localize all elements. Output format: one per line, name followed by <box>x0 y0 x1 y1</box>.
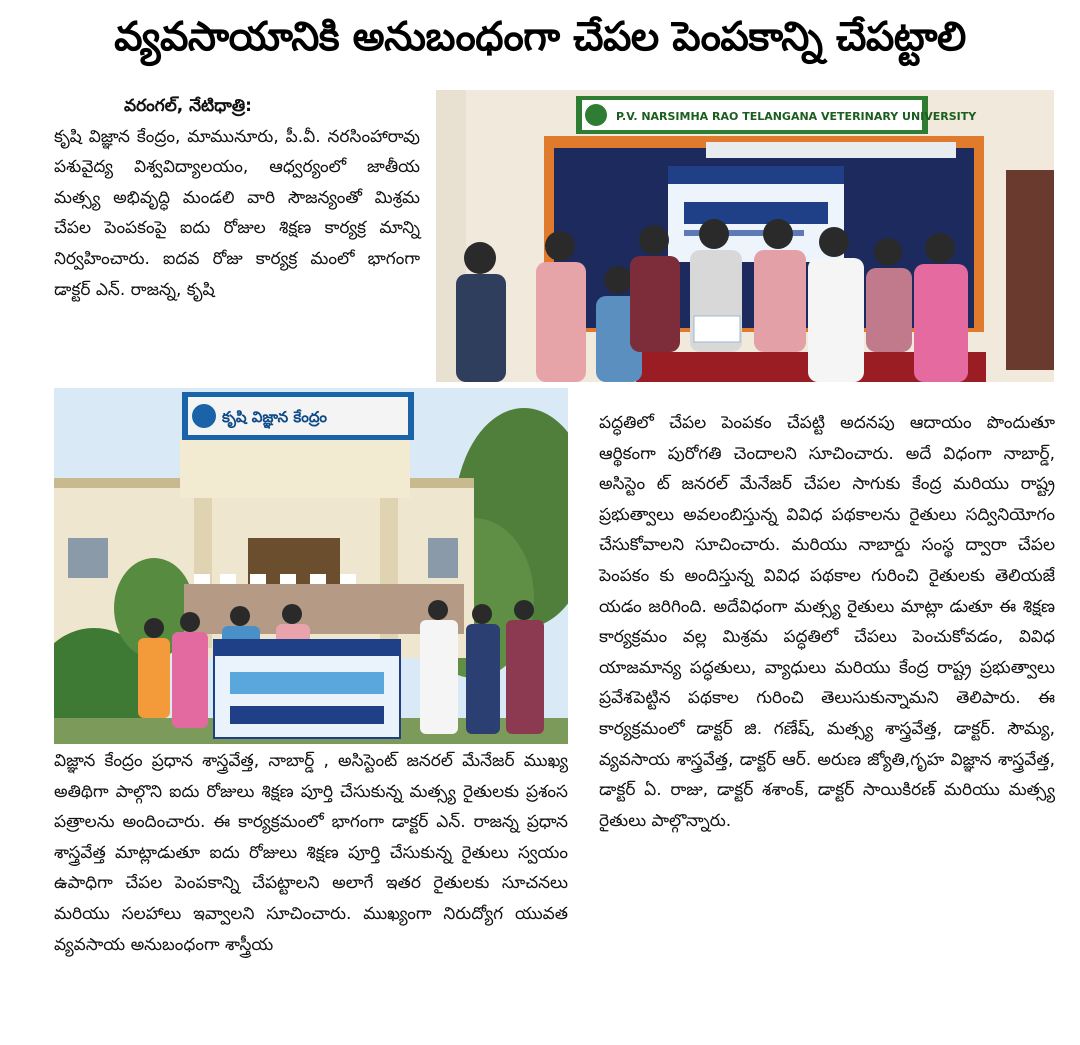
dateline: వరంగల్, నేటిధాత్రి: <box>124 96 252 116</box>
headline: వ్యవసాయానికి అనుబంధంగా చేపల పెంపకాన్ని చేపట్టాలి <box>114 14 966 60</box>
photo-certificate-distribution <box>436 90 1054 382</box>
paragraph-right: పద్ధతిలో చేపల పెంపకం చేపట్టి అదనపు ఆదాయం పొందుతూ ఆర్థికంగా పురోగతి చెందాలని సూచించారు. అదే విధంగా నాబార్డ్, అసిస్టెం ట్ జనరల్ మేనేజర్ చేపల సాగుకు కేంద్ర మరియు రాష్ట్ర ప్రభుత్వాలు అవలంబిస్తున్న వివిధ పథకాలను రైతులు సద్వినియోగం చేసుకోవాలని సూచించారు. మరియు నాబార్డు సంస్థ ద్వారా చేపల పెంపకం కు అందిస్తున్న వివిధ పథకాల గురించి రైతులకు తెలియజే యడం జరిగింది. అదేవిధంగా మత్స్య రైతులు మాట్లా డుతూ ఈ శిక్షణ కార్యక్రమం వల్ల మిశ్రమ పద్ధతిలో చేపలు పెంచుకోవడం, వివిధ యాజమాన్య పద్ధతులు, వ్యాధులు మరియు కేంద్ర రాష్ట్ర ప్రభుత్వాలు ప్రవేశపెట్టిన పథకాల గురించి తెలుసుకున్నామని తెలిపారు. ఈ కార్యక్రమంలో డాక్టర్ జి. గణేష్, మత్స్య శాస్త్రవేత్త, డాక్టర్. సౌమ్య, వ్యవసాయ శాస్త్రవేత్త, డాక్టర్ ఆర్. అరుణ జ్యోతి,గృహ విజ్ఞాన శాస్త్రవేత్త, డాక్టర్ ఏ. రాజు, డాక్టర్ శశాంక్, డాక్టర్ సాయికిరణ్ మరియు మత్స్య రైతులు పాల్గొన్నారు. <box>599 413 1055 831</box>
article-column-left-bottom <box>54 746 568 960</box>
photo-group-building <box>54 388 568 744</box>
article-column-left-top <box>54 91 420 305</box>
building-sign-text: కృషి విజ్ఞాన కేంద్రం <box>222 408 328 426</box>
article-column-right <box>599 408 1055 836</box>
paragraph-left-bottom: విజ్ఞాన కేంద్రం ప్రధాన శాస్త్రవేత్త, నాబార్డ్ , అసిస్టెంట్ జనరల్ మేనేజర్ ముఖ్య అతిథిగా పాల్గొని ఐదు రోజులు శిక్షణ పూర్తి చేసుకున్న మత్స్య రైతులకు ప్రశంస పత్రాలను అందించారు. ఈ కార్యక్రమంలో భాగంగా డాక్టర్ ఎన్. రాజన్న ప్రధాన శాస్త్రవేత్త మాట్లాడుతూ ఐదు రోజులు శిక్షణ పూర్తి చేసుకున్న రైతులు స్వయం ఉపాధిగా చేపల పెంపకాన్ని చేపట్టాలని అలాగే ఇతర రైతులకు సూచనలు మరియు సలహాలు ఇవ్వాలని సూచించారు. ముఖ్యంగా నిరుద్యోగ యువత వ్యవసాయ అనుబంధంగా శాస్త్రీయ <box>54 751 568 955</box>
paragraph-left-top: కృషి విజ్ఞాన కేంద్రం, మామునూరు, పీ.వీ. నరసింహారావు పశువైద్య విశ్వవిద్యాలయం, ఆధ్వర్యంలో జాతీయ మత్స్య అభివృద్ధి మండలి వారి సౌజన్యంతో మిశ్రమ చేపల పెంపకంపై ఐదు రోజుల శిక్షణ కార్యక్ర మాన్ని నిర్వహించారు. ఐదవ రోజు కార్యక్ర మంలో భాగంగా డాక్టర్ ఎన్. రాజన్న, కృషి <box>54 126 420 300</box>
university-banner-text: P.V. NARSIMHA RAO TELANGANA VETERINARY UNIVERSITY <box>616 110 977 123</box>
